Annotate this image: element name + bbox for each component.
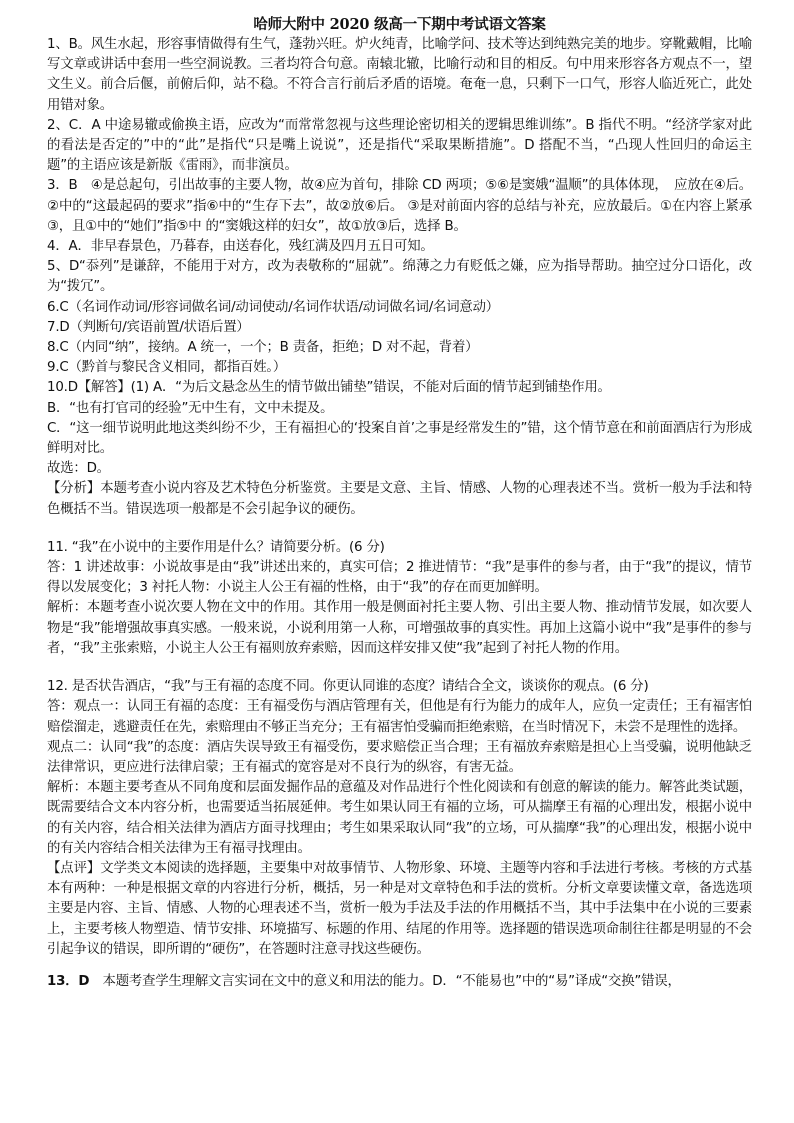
answer-paragraph: 9.C（黔首与黎民含义相同，都指百姓。） bbox=[47, 360, 287, 376]
answer-text: 本题考查学生理解文言实词在文中的意义和用法的能力。D．“不能易也”中的“易”译成“交换”错误， bbox=[89, 973, 681, 989]
answer-paragraph: 1、B。风生水起，形容事情做得有生气，蓬勃兴旺。炉火纯青，比喻学问、技术等达到纯熟完美的地步。穿靴戴帽，比喻写文章或讲话中套用一些空洞说教。三者均符合句意。南辕北辙，比喻行动和目的相反。句中用来形容各方观点不一，望文生义。前合后偃，前俯后仰，站不稳。不符合言行前后矛盾的语境。奄奄一息，只剩下一口气，形容人临近死亡，此处用错对象。 bbox=[47, 37, 752, 113]
answer-paragraph: 4．A．非早春景色，乃暮春，由送春化，残红满及四月五日可知。 bbox=[47, 239, 434, 255]
spacer bbox=[47, 659, 752, 677]
answer-paragraph: 5、D“忝列”是谦辞，不能用于对方，改为表敬称的“屈就”。绵薄之力有贬低之嫌，应为指导帮助。抽空过分口语化，改为“拨冗”。 bbox=[47, 259, 752, 295]
answer-paragraph: 8.C（内同“纳”，接纳。A 统一，一个；B 责备，拒绝；D 对不起，背着） bbox=[47, 340, 479, 356]
answer-paragraph: 6.C（名词作动词/形容词做名词/动词使动/名词作状语/动词做名词/名词意动） bbox=[47, 299, 499, 315]
answer-paragraph: 7.D（判断句/宾语前置/状语后置） bbox=[47, 319, 250, 335]
answer-paragraph: 答：观点一：认同王有福的态度：王有福受伤与酒店管理有关，但他是有行为能力的成年人，应负一定责任；王有福害怕赔偿溜走，逃避责任在先，索赔理由不够正当充分；王有福害怕受骗而拒绝索赔，在当时情况下，未尝不是理性的选择。 bbox=[47, 699, 752, 735]
page-title: 哈师大附中 2020 级高一下期中考试语文答案 bbox=[253, 16, 546, 33]
answer-paragraph: 3．B ④是总起句，引出故事的主要人物，故④应为首句，排除 CD 两项；⑤⑥是窦娥“温顺”的具体体现， 应放在④后。②中的“这最起码的要求”指⑥中的“生存下去”，故②放⑥后。 ③是对前面内容的总结与补充，应放最后。①在内容上紧承③，且①中的“她们”指⑤中 的“窦娥这样的妇女”，故①放③后，选择 B。 bbox=[47, 178, 752, 234]
answer-paragraph: 2、C．A 中途易辙或偷换主语，应改为“而常常忽视与这些理论密切相关的逻辑思维训练”。B 指代不明。“经济学家对此的看法是否定的”中的“此”是指代“只是嘴上说说”，还是指代“采取果断措施”。D 搭配不当，“凸现人性回归的命运主题”的主语应该是新版《雷雨》，而非演员。 bbox=[47, 117, 752, 174]
answer-paragraph: C．“这一细节说明此地这类纠纷不少，王有福担心的‘投案自首’之事是经常发生的”错，这个情节意在和前面酒店行为形成鲜明对比。 bbox=[47, 420, 752, 457]
document-page bbox=[47, 14, 752, 992]
answer-paragraph bbox=[47, 972, 752, 992]
spacer bbox=[47, 960, 752, 972]
answer-paragraph: B．“也有打官司的经验”无中生有，文中未提及。 bbox=[47, 400, 334, 416]
answer-paragraph: 故选：D。 bbox=[47, 461, 110, 477]
spacer bbox=[47, 520, 752, 538]
answer-paragraph: 【分析】本题考查小说内容及艺术特色分析鉴赏。主要是文意、主旨、情感、人物的心理表述不当。赏析一般为手法和特色概括不当。错误选项一般都是不会引起争议的硬伤。 bbox=[47, 481, 752, 517]
answer-paragraph: 观点二：认同“我”的态度：酒店失误导致王有福受伤，要求赔偿正当合理；王有福放弃索赔是担心上当受骗，说明他缺乏法律常识，更应进行法律启蒙；王有福式的宽容是对不良行为的纵容，有害无益。 bbox=[47, 739, 752, 775]
answer-paragraph: 答：1 讲述故事：小说故事是由“我”讲述出来的，真实可信；2 推进情节：“我”是事件的参与者，由于“我”的提议，情节得以发展变化；3 衬托人物：小说主人公王有福的性格，由于“我”的存在而更加鲜明。 bbox=[47, 560, 752, 596]
answer-content bbox=[47, 35, 752, 992]
answer-paragraph: 【点评】文学类文本阅读的选择题，主要集中对故事情节、人物形象、环境、主题等内容和手法进行考核。考核的方式基本有两种：一种是根据文章的内容进行分析，概括，另一种是对文章特色和手法的赏析。分析文章要读懂文章，备选选项主要是内容、主旨、情感、人物的心理表述不当，赏析一般为手法及手法的作用概括不当，其中手法集中在小说的三要素上，主要考核人物塑造、情节安排、环境描写、标题的作用、结尾的作用等。选择题的错误选项命制往往都是明显的不会引起争议的错误，即所谓的“硬伤”，在答题时注意寻找这些硬伤。 bbox=[47, 860, 752, 957]
answer-paragraph: 11. “我”在小说中的主要作用是什么？请简要分析。(6 分) bbox=[47, 539, 385, 555]
answer-paragraph: 10.D【解答】(1) A．“为后文悬念丛生的情节做出铺垫”错误，不能对后面的情节起到铺垫作用。 bbox=[47, 380, 611, 396]
question-number: 13．D bbox=[47, 973, 90, 989]
answer-paragraph: 解析：本题考查小说次要人物在文中的作用。其作用一般是侧面衬托主要人物、引出主要人物、推动情节发展，如次要人物是“我”能增强故事真实感。一般来说，小说利用第一人称，可增强故事的真实性。再加上这篇小说中“我”是事件的参与者，“我”主张索赔，小说主人公王有福则放弃索赔，因而这样安排又使“我”起到了衬托人物的作用。 bbox=[47, 600, 752, 656]
answer-paragraph: 12. 是否状告酒店，“我”与王有福的态度不同。你更认同谁的态度？请结合全文，谈谈你的观点。(6 分) bbox=[47, 679, 649, 695]
answer-paragraph: 解析：本题主要考查从不同角度和层面发掘作品的意蕴及对作品进行个性化阅读和有创意的解读的能力。解答此类试题，既需要结合文本内容分析，也需要适当拓展延伸。考生如果认同王有福的立场，可从揣摩王有福的心理出发，根据小说中的有关内容，结合相关法律为酒店方面寻找理由；考生如果采取认同“我”的立场，可从揣摩“我”的心理出发，根据小说中的有关内容结合相关法律为王有福寻找理由。 bbox=[47, 780, 752, 856]
